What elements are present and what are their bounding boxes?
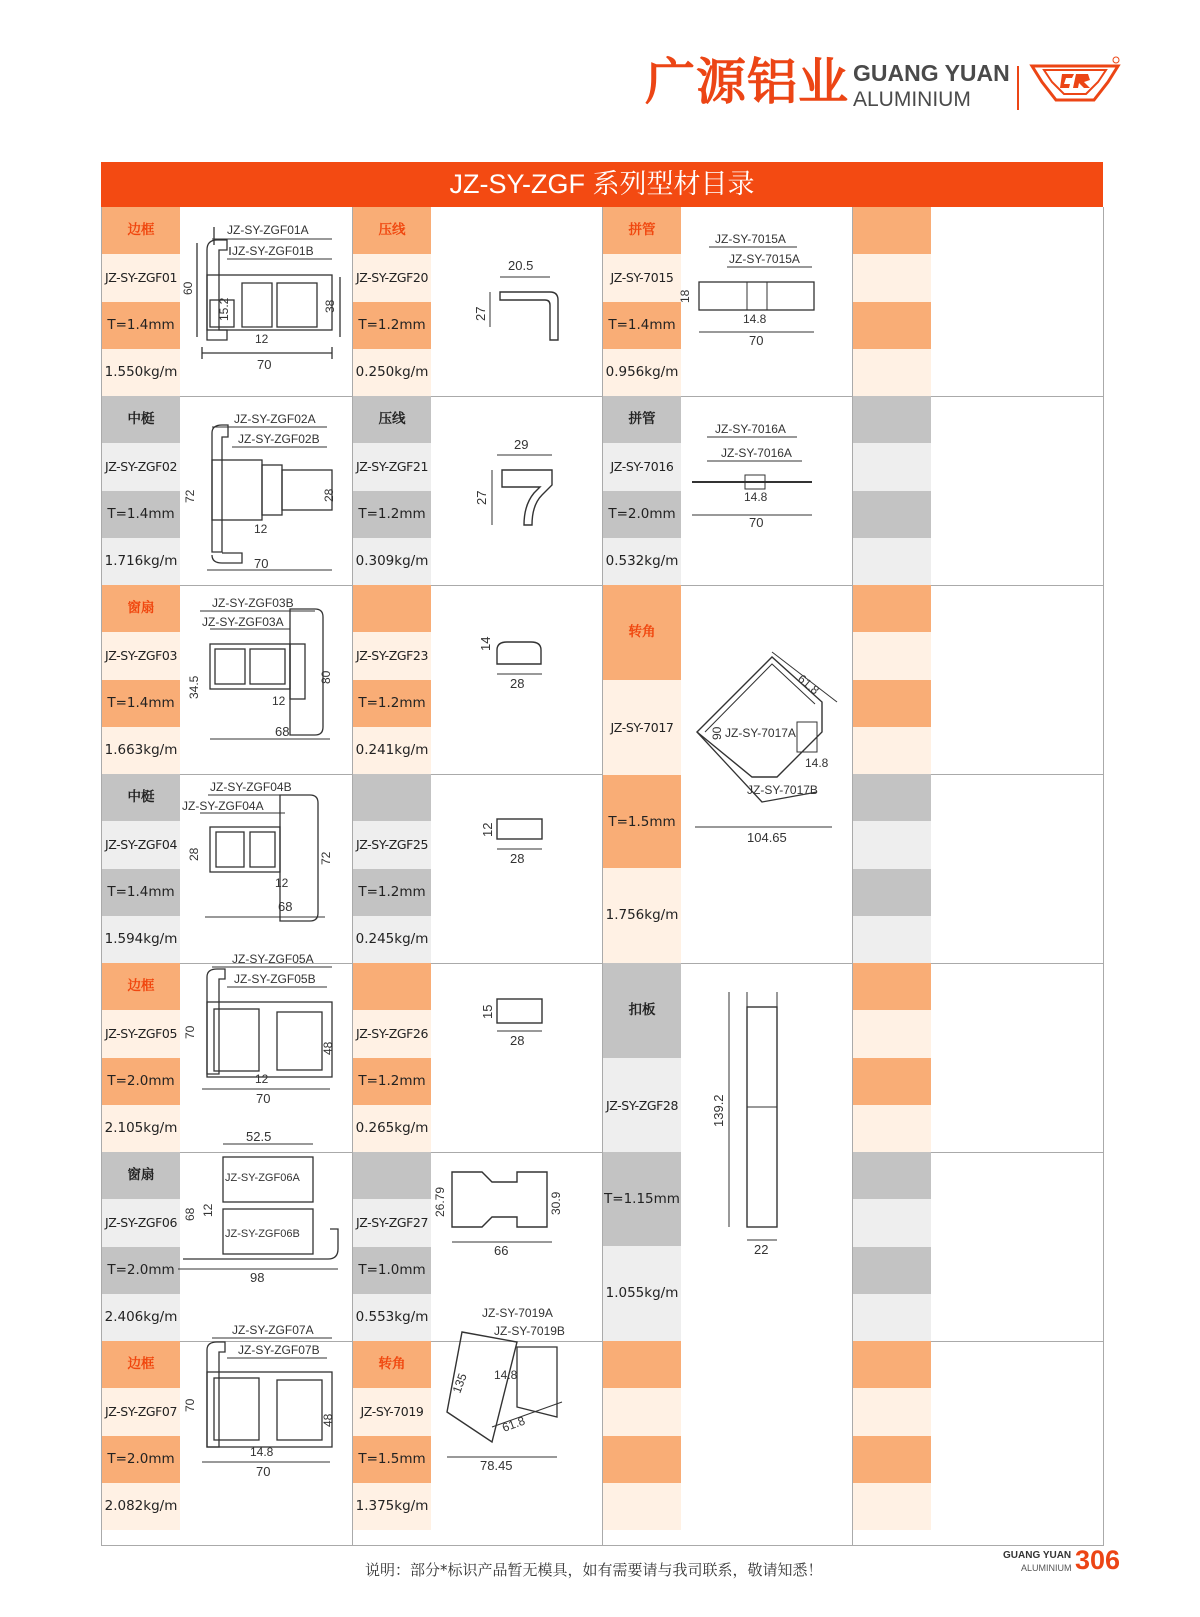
dim-label: 48: [321, 1413, 335, 1427]
cell-code: JZ-SY-ZGF28: [603, 1058, 681, 1153]
empty-cell: [853, 963, 931, 1011]
part-label: JZ-SY-ZGF01B: [232, 244, 314, 258]
part-label: JZ-SY-ZGF06A: [225, 1172, 300, 1184]
cell-thickness: T=1.15mm: [603, 1152, 681, 1247]
dim-label: 12: [272, 694, 286, 708]
cell-weight: 1.716kg/m: [102, 538, 180, 586]
empty-cell: [853, 443, 931, 491]
cell-category: 拼管: [603, 207, 681, 255]
profile-drawing: [178, 1129, 348, 1294]
part-label: JZ-SY-7015A: [729, 252, 800, 266]
empty-cell: [853, 349, 931, 397]
dim-label: 70: [254, 556, 269, 571]
cell-code: JZ-SY-ZGF20: [353, 254, 431, 302]
profile-drawing: [452, 987, 572, 1067]
part-label: JZ-SY-ZGF04B: [210, 780, 292, 794]
cell-code: JZ-SY-ZGF21: [353, 443, 431, 491]
cell-code: JZ-SY-ZGF03: [102, 632, 180, 680]
cell-code: JZ-SY-ZGF25: [353, 821, 431, 869]
cell-code: JZ-SY-ZGF07: [102, 1388, 180, 1436]
empty-cell: [603, 1341, 681, 1389]
cell-category: 拼管: [603, 396, 681, 444]
cell-weight: 0.250kg/m: [353, 349, 431, 397]
empty-cell: [853, 1388, 931, 1436]
cell-code: JZ-SY-ZGF23: [353, 632, 431, 680]
footer-brand-line1: GUANG YUAN: [1003, 1550, 1072, 1561]
dim-label: 135: [449, 1371, 470, 1396]
cell-category: [353, 1152, 431, 1200]
cell-category: 窗扇: [102, 1152, 180, 1200]
cell-category: 压线: [353, 396, 431, 444]
dim-label: 68: [278, 899, 293, 914]
dim-label: 14.8: [744, 490, 768, 504]
dim-label: 12: [201, 1203, 215, 1217]
part-label: JZ-SY-7017B: [747, 783, 818, 797]
cell-category: 边框: [102, 963, 180, 1011]
catalog-title: JZ-SY-ZGF 系列型材目录: [101, 162, 1103, 207]
cell-thickness: T=1.5mm: [353, 1436, 431, 1484]
brand-en-line2: ALUMINIUM: [853, 88, 971, 111]
empty-cell: [853, 632, 931, 680]
empty-cell: [603, 1483, 681, 1531]
dim-label: 70: [749, 333, 764, 348]
empty-cell: [853, 1199, 931, 1247]
empty-cell: [853, 207, 931, 255]
empty-cell: [853, 1152, 931, 1200]
profile-drawing: [182, 1312, 347, 1482]
cell-category: 边框: [102, 207, 180, 255]
dim-label: 104.65: [747, 830, 787, 845]
empty-cell: [853, 821, 931, 869]
cell-category: 中梃: [102, 774, 180, 822]
dim-label: 14.8: [805, 756, 829, 770]
empty-cell: [853, 1105, 931, 1153]
empty-cell: [853, 396, 931, 444]
cell-category: [353, 774, 431, 822]
part-label: JZ-SY-7015A: [715, 232, 786, 246]
part-label: JZ-SY-7016A: [721, 446, 792, 460]
cell-thickness: T=1.4mm: [102, 680, 180, 728]
profile-drawing: [182, 405, 347, 580]
brand-en-line1: GUANG YUAN: [853, 60, 1010, 86]
dim-label: 14.8: [494, 1368, 518, 1382]
cell-weight: 1.375kg/m: [353, 1483, 431, 1531]
profile-drawing: [452, 425, 572, 545]
dim-label: 61.8: [500, 1413, 527, 1435]
dim-label: 27: [473, 306, 488, 321]
dim-label: 12: [480, 822, 495, 837]
dim-label: 12: [275, 876, 289, 890]
profile-drawing: [182, 947, 347, 1112]
empty-cell: [853, 1294, 931, 1342]
cell-weight: 1.663kg/m: [102, 727, 180, 775]
cell-weight: 1.550kg/m: [102, 349, 180, 397]
cell-thickness: T=1.2mm: [353, 1058, 431, 1106]
empty-cell: [853, 869, 931, 917]
dim-label: 14.8: [250, 1445, 274, 1459]
cell-weight: 1.055kg/m: [603, 1246, 681, 1341]
cell-category: 边框: [102, 1341, 180, 1389]
dim-label: 29: [514, 437, 529, 452]
profile-drawing: [452, 622, 572, 702]
cell-weight: 0.241kg/m: [353, 727, 431, 775]
dim-label: 70: [749, 515, 764, 530]
cell-weight: 1.756kg/m: [603, 868, 681, 963]
empty-cell: [853, 491, 931, 539]
dim-label: 52.5: [246, 1129, 272, 1144]
cell-thickness: T=1.2mm: [353, 491, 431, 539]
dim-label: 70: [256, 1464, 271, 1479]
dim-label: 27: [474, 490, 489, 505]
part-label: JZ-SY-ZGF04A: [182, 799, 264, 813]
dim-label: 15: [480, 1004, 495, 1019]
dim-label: 70: [257, 357, 272, 372]
dim-label: 80: [319, 670, 333, 684]
part-label: JZ-SY-ZGF05A: [232, 952, 314, 966]
part-label: JZ-SY-ZGF06B: [225, 1228, 300, 1240]
profile-drawing: [452, 807, 572, 887]
part-label: JZ-SY-ZGF05B: [234, 972, 316, 986]
cell-thickness: T=2.0mm: [102, 1436, 180, 1484]
dim-label: 28: [510, 1033, 525, 1048]
cell-weight: 1.594kg/m: [102, 916, 180, 964]
footnote: 说明：部分*标识产品暂无模具，如有需要请与我司联系，敬请知悉！: [365, 1561, 823, 1579]
dim-label: 28: [510, 851, 525, 866]
empty-cell: [603, 1388, 681, 1436]
cell-category: 中梃: [102, 396, 180, 444]
cell-code: JZ-SY-ZGF01: [102, 254, 180, 302]
dim-label: 90: [710, 726, 724, 740]
dim-label: 98: [250, 1270, 265, 1285]
dim-label: 139.2: [711, 1094, 726, 1127]
profile-drawing: [687, 642, 852, 887]
cell-thickness: T=1.4mm: [102, 491, 180, 539]
dim-label: 61.8: [795, 671, 822, 698]
footer-brand-line2: ALUMINIUM: [1021, 1563, 1072, 1573]
dim-label: 60: [181, 281, 195, 295]
empty-cell: [853, 1341, 931, 1389]
empty-cell: [853, 302, 931, 350]
brand-divider: [1017, 66, 1019, 110]
dim-label: 26.79: [433, 1186, 447, 1217]
empty-cell: [603, 1436, 681, 1484]
dim-label: 70: [256, 1091, 271, 1106]
cell-code: JZ-SY-ZGF26: [353, 1010, 431, 1058]
cell-code: JZ-SY-7015: [603, 254, 681, 302]
empty-cell: [853, 1058, 931, 1106]
empty-cell: [853, 727, 931, 775]
dim-label: 12: [254, 522, 268, 536]
cell-thickness: T=1.4mm: [102, 869, 180, 917]
cell-thickness: T=1.2mm: [353, 680, 431, 728]
part-label: JZ-SY-ZGF01A: [227, 223, 309, 237]
cell-code: JZ-SY-ZGF06: [102, 1199, 180, 1247]
empty-cell: [853, 585, 931, 633]
dim-label: 22: [754, 1242, 769, 1257]
brand-cn-name: 广源铝业: [645, 53, 849, 111]
cell-weight: 0.553kg/m: [353, 1294, 431, 1342]
cell-thickness: T=2.0mm: [102, 1058, 180, 1106]
part-label: JZ-SY-ZGF07B: [238, 1343, 320, 1357]
dim-label: 14: [478, 636, 493, 651]
empty-cell: [853, 538, 931, 586]
page-number: 306: [1075, 1545, 1121, 1575]
cell-thickness: T=2.0mm: [603, 491, 681, 539]
dim-label: 12: [255, 1072, 269, 1086]
cell-weight: 0.532kg/m: [603, 538, 681, 586]
empty-cell: [853, 1483, 931, 1531]
part-label: JZ-SY-ZGF03B: [212, 596, 294, 610]
cell-weight: 0.309kg/m: [353, 538, 431, 586]
cell-code: JZ-SY-ZGF27: [353, 1199, 431, 1247]
cell-weight: 2.082kg/m: [102, 1483, 180, 1531]
profile-drawing: [432, 1302, 597, 1482]
dim-label: 12: [255, 332, 269, 346]
dim-label: 70: [183, 1398, 197, 1412]
dim-label: 48: [321, 1041, 335, 1055]
profile-drawing: [432, 1157, 597, 1267]
cell-thickness: T=1.2mm: [353, 302, 431, 350]
gr-logo-icon: [1028, 56, 1122, 106]
profile-drawing: [687, 417, 847, 547]
cell-thickness: T=1.2mm: [353, 869, 431, 917]
dim-label: 68: [183, 1207, 197, 1221]
dim-label: 18: [678, 289, 692, 303]
empty-cell: [853, 916, 931, 964]
dim-label: 66: [494, 1243, 509, 1258]
cell-code: JZ-SY-7016: [603, 443, 681, 491]
cell-thickness: T=2.0mm: [102, 1247, 180, 1295]
dim-label: 72: [183, 489, 197, 503]
empty-cell: [853, 1436, 931, 1484]
cell-thickness: T=1.4mm: [603, 302, 681, 350]
cell-category: 转角: [603, 585, 681, 680]
dim-label: 28: [510, 676, 525, 691]
cell-thickness: T=1.4mm: [102, 302, 180, 350]
cell-code: JZ-SY-ZGF02: [102, 443, 180, 491]
cell-category: [353, 963, 431, 1011]
profile-drawing: [180, 777, 350, 957]
cell-category: 扣板: [603, 963, 681, 1058]
profile-drawing: [678, 227, 847, 357]
dim-label: 72: [319, 851, 333, 865]
catalog-grid: [101, 207, 1104, 1546]
empty-cell: [853, 774, 931, 822]
dim-label: 78.45: [480, 1458, 513, 1473]
dim-label: 34.5: [187, 675, 201, 699]
profile-drawing: [180, 589, 350, 769]
cell-weight: 2.406kg/m: [102, 1294, 180, 1342]
dim-label: 20.5: [508, 258, 534, 273]
part-label: JZ-SY-ZGF07A: [232, 1323, 314, 1337]
dim-label: 15.2: [217, 297, 231, 321]
part-label: JZ-SY-ZGF03A: [202, 615, 284, 629]
dim-label: 14.8: [743, 312, 767, 326]
part-label: JZ-SY-7019B: [494, 1324, 565, 1338]
part-label: JZ-SY-7017A: [725, 726, 796, 740]
dim-label: 70: [183, 1025, 197, 1039]
cell-weight: 0.265kg/m: [353, 1105, 431, 1153]
cell-code: JZ-SY-ZGF04: [102, 821, 180, 869]
empty-cell: [853, 1010, 931, 1058]
empty-cell: [853, 680, 931, 728]
dim-label: 30.9: [549, 1191, 563, 1215]
cell-category: [353, 585, 431, 633]
cell-weight: 0.956kg/m: [603, 349, 681, 397]
part-label: JZ-SY-ZGF02B: [238, 432, 320, 446]
cell-weight: 0.245kg/m: [353, 916, 431, 964]
part-label: JZ-SY-7016A: [715, 422, 786, 436]
cell-code: JZ-SY-7019: [353, 1388, 431, 1436]
cell-category: 转角: [353, 1341, 431, 1389]
cell-thickness: T=1.0mm: [353, 1247, 431, 1295]
cell-weight: 2.105kg/m: [102, 1105, 180, 1153]
cell-category: 压线: [353, 207, 431, 255]
dim-label: 28: [322, 488, 336, 502]
empty-cell: [853, 254, 931, 302]
part-label: JZ-SY-ZGF02A: [234, 412, 316, 426]
dim-label: 38: [323, 299, 337, 313]
part-label: JZ-SY-7019A: [482, 1306, 553, 1320]
cell-thickness: T=1.5mm: [603, 775, 681, 870]
cell-code: JZ-SY-7017: [603, 680, 681, 775]
dim-label: 28: [187, 847, 201, 861]
brand-header: [645, 52, 1125, 122]
dim-label: 68: [275, 724, 290, 739]
profile-drawing: [452, 237, 572, 357]
grid-line: [1103, 207, 1104, 1545]
profile-drawing: [687, 982, 847, 1257]
empty-cell: [853, 1247, 931, 1295]
cell-category: 窗扇: [102, 585, 180, 633]
cell-code: JZ-SY-ZGF05: [102, 1010, 180, 1058]
profile-drawing: [182, 215, 347, 390]
